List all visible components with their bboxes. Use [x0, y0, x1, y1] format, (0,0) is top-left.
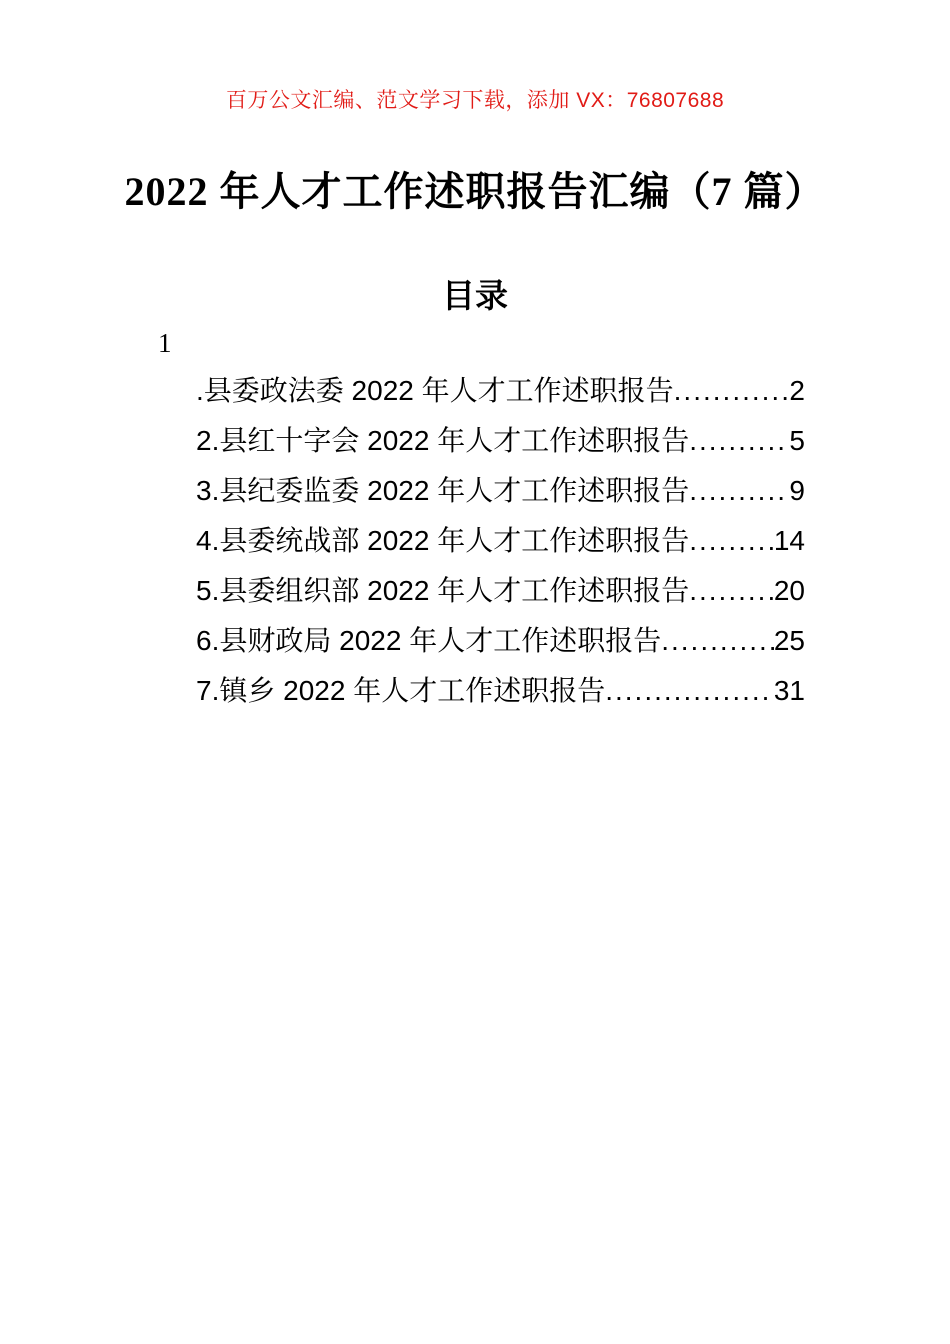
- toc-entry-page: 20: [773, 575, 805, 606]
- toc-entry-label: 6.县财政局 2022 年人才工作述职报告: [196, 625, 662, 656]
- toc-entry: [196, 566, 805, 616]
- toc-entry: [196, 466, 805, 516]
- toc-orphan-number: 1: [158, 328, 172, 358]
- dot-leader: [661, 616, 774, 666]
- dot-leader: [689, 516, 774, 566]
- toc-entry: [196, 666, 805, 716]
- dot-leader: [605, 666, 774, 716]
- dot-leader: [689, 466, 789, 516]
- toc-heading: 目录: [442, 277, 508, 314]
- toc-entry-page: 9: [789, 475, 805, 506]
- toc-entry-label: 3.县纪委监委 2022 年人才工作述职报告: [196, 475, 690, 506]
- toc-entry-label: 5.县委组织部 2022 年人才工作述职报告: [196, 575, 690, 606]
- toc-entry-page: 5: [789, 425, 805, 456]
- toc-entry-label: 7.镇乡 2022 年人才工作述职报告: [196, 675, 606, 706]
- toc-entry-label: 4.县委统战部 2022 年人才工作述职报告: [196, 525, 690, 556]
- toc-entry: [196, 416, 805, 466]
- toc-entry-page: 14: [773, 525, 805, 556]
- dot-leader: [689, 566, 774, 616]
- toc-entry-page: 31: [773, 675, 805, 706]
- toc-entry-label: .县委政法委 2022 年人才工作述职报告: [196, 375, 674, 406]
- toc-entry-page: 25: [773, 625, 805, 656]
- toc-entry: [196, 616, 805, 666]
- promo-banner: 百万公文汇编、范文学习下载，添加 VX：76807688: [225, 89, 725, 112]
- toc-entry: [196, 366, 805, 416]
- toc-entry: [196, 516, 805, 566]
- toc-list: [196, 366, 805, 716]
- toc-entry-page: 2: [789, 375, 805, 406]
- dot-leader: [674, 366, 790, 416]
- toc-entry-label: 2.县红十字会 2022 年人才工作述职报告: [196, 425, 690, 456]
- page-title: 2022 年人才工作述职报告汇编（7 篇）: [124, 169, 826, 214]
- dot-leader: [689, 416, 789, 466]
